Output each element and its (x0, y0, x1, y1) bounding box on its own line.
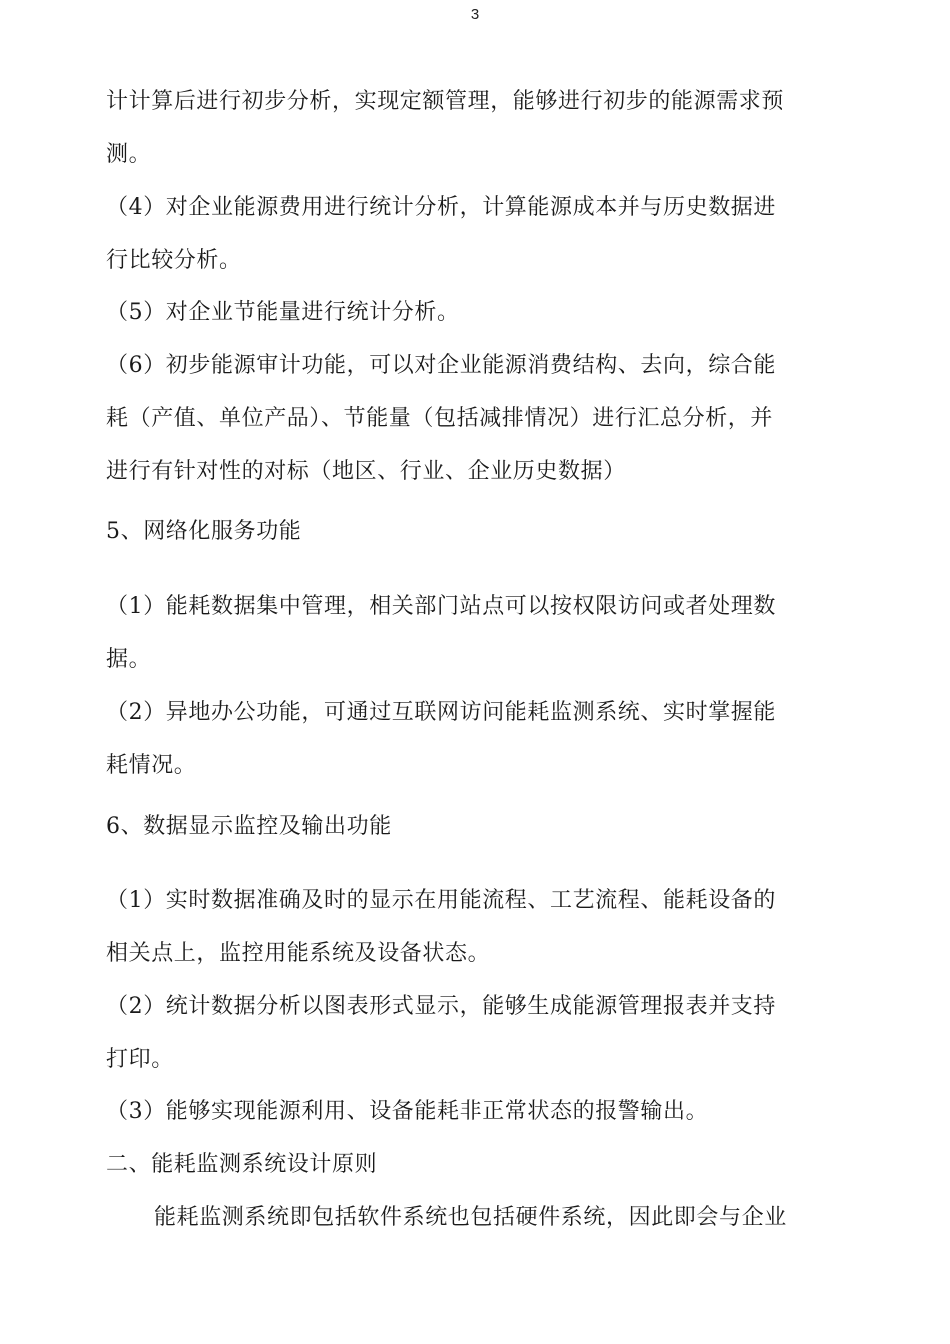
list-item-5: （5）对企业节能量进行统计分析。 (106, 300, 460, 325)
list-item-1: （1）能耗数据集中管理，相关部门站点可以按权限访问或者处理数 (106, 594, 776, 619)
paragraph-first-line: 能耗监测系统即包括软件系统也包括硬件系统，因此即会与企业 (154, 1205, 787, 1230)
text-line-continuation: 耗情况。 (106, 753, 197, 778)
text-line-continuation: 测。 (106, 142, 152, 167)
list-item-3: （3）能够实现能源利用、设备能耗非正常状态的报警输出。 (106, 1099, 709, 1124)
text-line-continuation: 进行有针对性的对标（地区、行业、企业历史数据） (106, 459, 626, 484)
text-line-continuation: 行比较分析。 (106, 248, 242, 273)
section-heading-6: 6、数据显示监控及输出功能 (106, 814, 392, 839)
list-item-6: （6）初步能源审计功能，可以对企业能源消费结构、去向，综合能 (106, 353, 776, 378)
list-item-4: （4）对企业能源费用进行统计分析，计算能源成本并与历史数据进 (106, 195, 776, 220)
text-line-continuation: 相关点上，监控用能系统及设备状态。 (106, 941, 491, 966)
text-line-continuation: 耗（产值、单位产品）、节能量（包括减排情况）进行汇总分析，并 (106, 406, 774, 431)
section-heading-5: 5、网络化服务功能 (106, 519, 302, 544)
list-item-1: （1）实时数据准确及时的显示在用能流程、工艺流程、能耗设备的 (106, 888, 776, 913)
section-heading-2: 二、能耗监测系统设计原则 (106, 1152, 378, 1177)
text-line-continuation: 计计算后进行初步分析，实现定额管理，能够进行初步的能源需求预 (106, 89, 785, 114)
text-line-continuation: 据。 (106, 647, 152, 672)
list-item-2: （2）异地办公功能，可通过互联网访问能耗监测系统、实时掌握能 (106, 700, 776, 725)
list-item-2: （2）统计数据分析以图表形式显示，能够生成能源管理报表并支持 (106, 994, 776, 1019)
page-number: 3 (470, 6, 480, 23)
text-line-continuation: 打印。 (106, 1047, 174, 1072)
